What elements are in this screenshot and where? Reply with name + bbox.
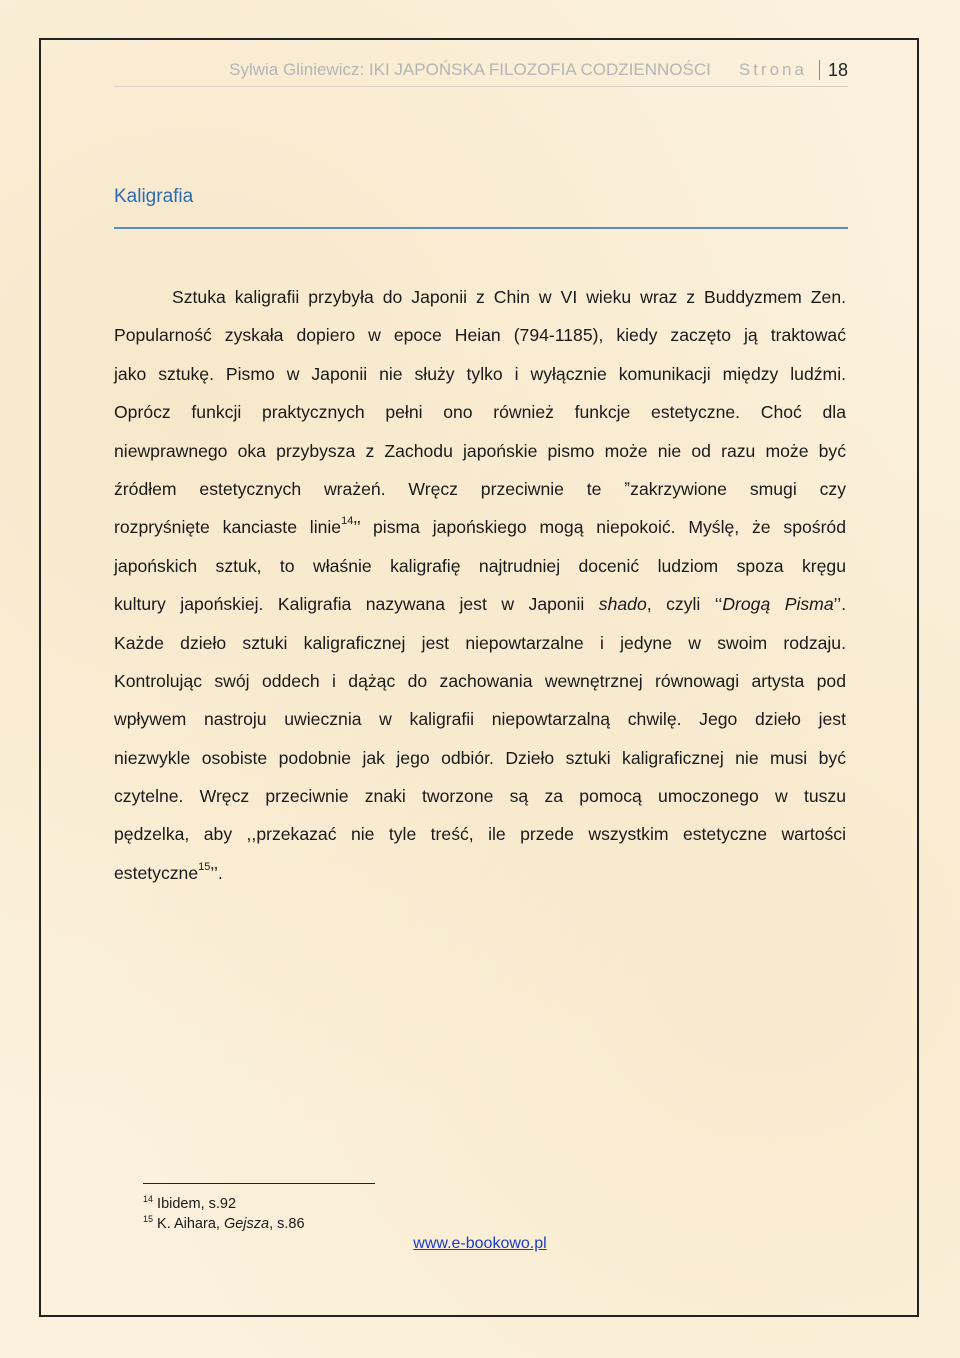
header-page-number: 18 bbox=[827, 59, 848, 80]
body-line-12: wpływem nastroju uwiecznia w kaligrafii niepowtarzalną chwilę. Jego dzieło jest bbox=[114, 709, 846, 730]
footnote-num-15: 15 bbox=[143, 1214, 154, 1224]
body-line-15: pędzelka, aby ,,przekazać nie tyle treść, ile przede wszystkim estetyczne wartości bbox=[114, 824, 846, 845]
body-line-1: Sztuka kaligrafii przybyła do Japonii z Chin w VI wieku wraz z Buddyzmem Zen. bbox=[172, 287, 846, 307]
running-header bbox=[114, 56, 848, 84]
line7-start: rozpryśnięte kanciaste linie bbox=[114, 517, 342, 538]
body-line-5: niewprawnego oka przybysza z Zachodu japońskie pismo może nie od razu może być bbox=[114, 440, 846, 461]
body-line-13: niezwykle osobiste podobnie jak jego odbiór. Dzieło sztuki kaligraficznej nie musi być bbox=[114, 747, 846, 768]
footnote-pre-15: K. Aihara, bbox=[157, 1216, 224, 1232]
body-line-3: jako sztukę. Pismo w Japonii nie służy tylko i wyłącznie komunikacji między ludźmi. bbox=[114, 363, 846, 384]
header-rule bbox=[114, 86, 848, 87]
line9-mid: , czyli ‘‘ bbox=[646, 594, 723, 615]
line16-start: estetyczne bbox=[114, 862, 199, 883]
footnote-14 bbox=[143, 1194, 305, 1214]
body-line-4: Oprócz funkcji praktycznych pełni ono również funkcje estetyczne. Choć dla bbox=[114, 402, 846, 423]
footer bbox=[0, 1235, 960, 1253]
body-line-7 bbox=[114, 508, 846, 546]
body-line-11: Kontrolując swój oddech i dążąc do zachowania wewnętrznej równowagi artysta pod bbox=[114, 670, 846, 691]
term-droga-pisma: Drogą Pisma bbox=[722, 594, 834, 615]
footnote-title-15: Gejsza bbox=[223, 1216, 270, 1232]
footnote-15 bbox=[143, 1214, 305, 1234]
line9-start: kultury japońskiej. Kaligrafia nazywana jest w Japonii bbox=[114, 594, 585, 615]
body-text bbox=[114, 278, 846, 892]
header-title: Sylwia Gliniewicz: IKI JAPOŃSKA FILOZOFIA CODZIENNOŚCI bbox=[229, 60, 711, 79]
footer-website-link[interactable]: www.e-bookowo.pl bbox=[413, 1235, 547, 1252]
heading-rule bbox=[114, 227, 848, 229]
header-separator bbox=[819, 60, 820, 80]
footnote-ref-15[interactable]: 15 bbox=[198, 860, 211, 873]
body-line-2: Popularność zyskała dopiero w epoce Heian (794-1185), kiedy zaczęto ją traktować bbox=[114, 325, 846, 346]
line9-end: ’’. bbox=[833, 594, 846, 615]
footnote-ref-14[interactable]: 14 bbox=[341, 515, 354, 528]
term-shado: shado bbox=[598, 594, 647, 615]
footnote-text-14: Ibidem, s.92 bbox=[157, 1196, 237, 1212]
body-line-14: czytelne. Wręcz przeciwnie znaki tworzone są za pomocą umoczonego w tuszu bbox=[114, 786, 846, 807]
body-line-9 bbox=[114, 585, 846, 623]
footnote-num-14: 14 bbox=[143, 1194, 154, 1204]
line7-rest: ’’ pisma japońskiego mogą niepokoić. Myślę, że spośród bbox=[353, 517, 846, 538]
line16-end: ’’. bbox=[210, 862, 223, 883]
body-line-8: japońskich sztuk, to właśnie kaligrafię najtrudniej docenić ludziom spoza kręgu bbox=[114, 555, 846, 576]
footnotes bbox=[143, 1194, 305, 1234]
header-page-label: Strona bbox=[738, 60, 807, 79]
body-line-6: źródłem estetycznych wrażeń. Wręcz przeciwnie te ˮzakrzywione smugi czy bbox=[114, 478, 846, 499]
body-line-10: Każde dzieło sztuki kaligraficznej jest niepowtarzalne i jedyne w swoim rodzaju. bbox=[114, 632, 846, 653]
section-heading: Kaligrafia bbox=[114, 186, 194, 207]
body-line-16 bbox=[114, 854, 846, 892]
footnote-rule bbox=[143, 1183, 375, 1184]
footnote-post-15: , s.86 bbox=[269, 1216, 305, 1232]
